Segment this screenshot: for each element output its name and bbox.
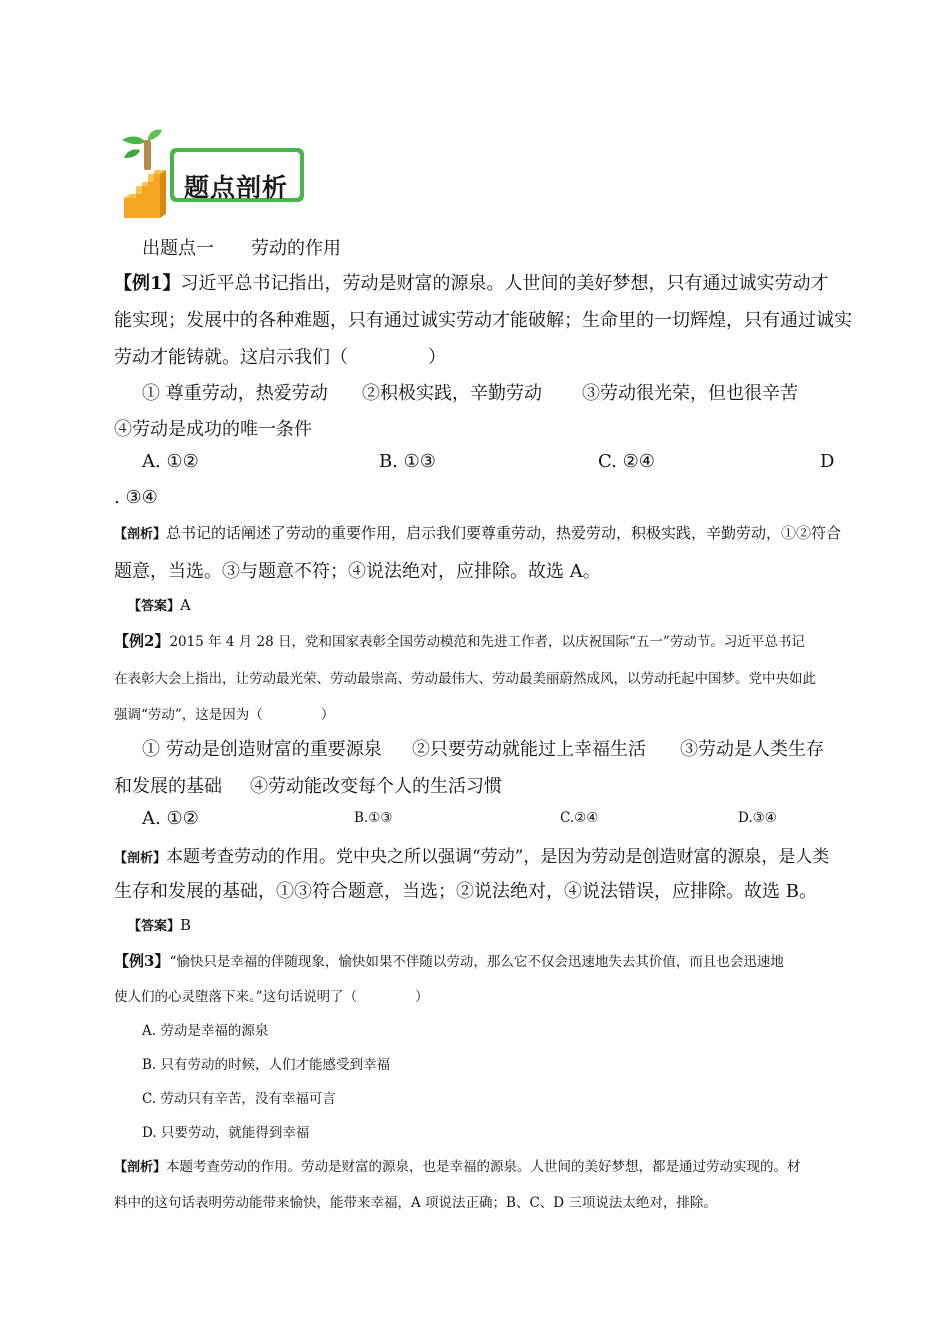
q2-text-3: 强调“劳动”，这是因为（	[114, 707, 263, 723]
q1-analysis-2: 题意，当选。③与题意不符；④说法绝对，应排除。故选 A。	[114, 561, 601, 582]
section-label: 出题点一	[142, 238, 214, 259]
q1-option-b: B. ①③	[379, 451, 436, 472]
q3-option-c: C. 劳动只有辛苦，没有幸福可言	[142, 1091, 336, 1107]
q3-analysis-tag: 【剖析】	[114, 1160, 167, 1175]
q2-answer	[128, 915, 191, 934]
q2-answer-value: B	[180, 916, 192, 934]
q2-analysis-tag: 【剖析】	[114, 851, 167, 866]
q2-text-1: 2015 年 4 月 28 日，党和国家表彰全国劳动模范和先进工作者，以庆祝国际“五一”劳动节。习近平总书记	[169, 634, 805, 650]
q1-text-3: 劳动才能铸就。这启示我们（	[114, 347, 348, 368]
q1-option-a: A. ①②	[142, 451, 199, 472]
q1-tag: 【例1】	[114, 273, 181, 294]
q1-line-1	[114, 269, 829, 295]
q2-close-paren: ）	[320, 707, 335, 723]
q2-option-a: A. ①②	[142, 808, 199, 829]
q3-option-d: D. 只要劳动，就能得到幸福	[142, 1125, 310, 1141]
q3-option-b: B. 只有劳动的时候，人们才能感受到幸福	[142, 1057, 391, 1073]
q1-answer	[128, 595, 191, 614]
q1-answer-value: A	[180, 596, 191, 614]
q2-statement-1: ① 劳动是创造财富的重要源泉	[142, 739, 382, 760]
q2-option-d: D.③④	[738, 810, 777, 826]
q1-statement-3: ③劳动很光荣，但也很辛苦	[582, 383, 798, 404]
q1-option-d-wrap: . ③④	[114, 487, 158, 508]
q1-line-2: 能实现；发展中的各种难题，只有通过诚实劳动才能破解；生命里的一切辉煌，只有通过诚实	[114, 310, 852, 331]
q2-line-3	[114, 703, 334, 723]
q2-statement-3: ③劳动是人类生存	[680, 739, 824, 760]
q1-statement-4: ④劳动是成功的唯一条件	[114, 419, 312, 440]
q1-statement-2: ②积极实践，辛勤劳动	[362, 383, 542, 404]
q2-statement-2: ②只要劳动就能过上幸福生活	[412, 739, 646, 760]
q1-analysis-text-1: 总书记的话阐述了劳动的重要作用，启示我们要尊重劳动，热爱劳动，积极实践，辛勤劳动，①②符合	[166, 524, 842, 542]
q1-line-3	[114, 343, 446, 369]
q1-analysis-tag: 【剖析】	[114, 527, 167, 542]
q1-text-1: 习近平总书记指出，劳动是财富的源泉。人世间的美好梦想，只有通过诚实劳动才	[180, 273, 829, 294]
q2-analysis-1	[114, 842, 829, 867]
q3-tag: 【例3】	[114, 952, 170, 970]
q3-analysis-2: 料中的这句话表明劳动能带来愉快，能带来幸福，A 项说法正确；B、C、D 三项说法太绝对，排除。	[114, 1195, 717, 1211]
q1-analysis-1	[114, 522, 841, 543]
q3-analysis-text-1: 本题考查劳动的作用。劳动是财富的源泉，也是幸福的源泉。人世间的美好梦想，都是通过劳动实现的。材	[166, 1159, 801, 1175]
q2-statement-4: ④劳动能改变每个人的生活习惯	[250, 776, 502, 797]
q3-text-2: 使人们的心灵堕落下来。”这句话说明了（	[114, 989, 358, 1005]
section-logo	[118, 128, 308, 220]
q2-option-c: C.②④	[560, 810, 599, 826]
q3-option-a: A. 劳动是幸福的源泉	[142, 1023, 269, 1039]
q2-tag: 【例2】	[114, 632, 170, 650]
q1-option-d: D	[820, 451, 835, 472]
q2-answer-tag: 【答案】	[128, 919, 181, 934]
q3-line-2	[114, 985, 429, 1005]
q3-line-1	[114, 950, 784, 971]
q2-statement-3-wrap: 和发展的基础	[114, 776, 222, 797]
q2-line-1	[114, 630, 805, 651]
logo-text: 题点剖析	[184, 173, 289, 202]
q1-answer-tag: 【答案】	[128, 599, 181, 614]
section-topic: 劳动的作用	[251, 238, 341, 259]
q2-analysis-text-1: 本题考查劳动的作用。党中央之所以强调“劳动”，是因为劳动是创造财富的源泉，是人类	[166, 847, 830, 867]
q3-close-paren: ）	[415, 989, 429, 1005]
q1-close-paren: ）	[428, 347, 446, 368]
q3-analysis-1	[114, 1155, 801, 1175]
q1-statement-1: ① 尊重劳动，热爱劳动	[142, 383, 328, 404]
q2-line-2: 在表彰大会上指出，让劳动最光荣、劳动最崇高、劳动最伟大、劳动最美丽蔚然成风，以劳动托起中国梦。党中央如此	[114, 671, 816, 687]
q2-analysis-2: 生存和发展的基础，①③符合题意，当选；②说法绝对，④说法错误，应排除。故选 B。	[114, 881, 817, 902]
q1-option-c: C. ②④	[598, 451, 655, 472]
q3-text-1: “愉快只是幸福的伴随现象，愉快如果不伴随以劳动，那么它不仅会迅速地失去其价值，而且也会迅速地	[169, 954, 784, 970]
q2-option-b: B.①③	[354, 810, 393, 826]
